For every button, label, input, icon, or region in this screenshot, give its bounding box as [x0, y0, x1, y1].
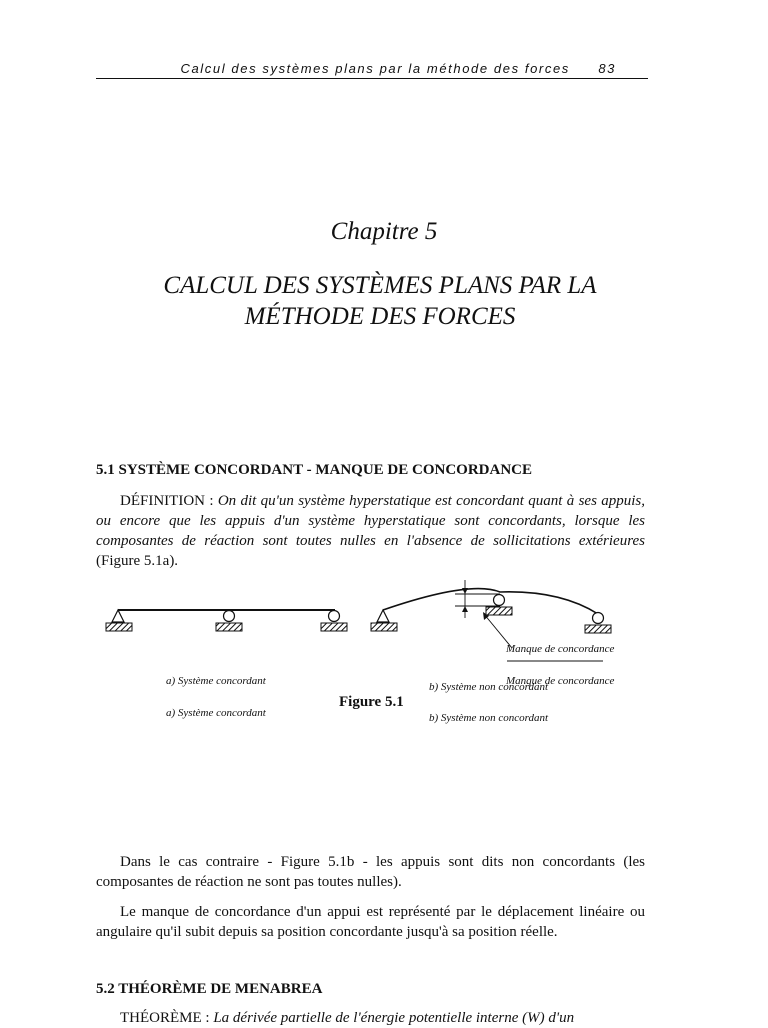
definition-tail: (Figure 5.1a).: [96, 553, 179, 569]
roller-support-icon: [486, 595, 512, 616]
manque-label-1: Manque de concordance: [506, 643, 615, 655]
roller-support-icon: [321, 611, 347, 632]
chapter-title-line1: CALCUL DES SYSTÈMES PLANS PAR LA: [163, 272, 597, 299]
figure-b-label-2: b) Système non concordant: [429, 712, 549, 724]
figure-5-1: [0, 570, 768, 740]
definition-text: On dit qu'un système hyperstatique est concordant quant à ses appuis, ou encore que les appuis d'un système hyperstatique sont concordants, lorsque les composantes de réaction sont toutes nulles en l'absence de sollicitations extérieures: [96, 493, 646, 549]
paragraph-contrary: Dans le cas contraire - Figure 5.1b - les appuis sont dits non concordants (les composantes de réaction ne sont pas toutes nulles).: [96, 854, 645, 890]
pin-support-icon: [106, 610, 132, 631]
manque-label-2: Manque de concordance: [506, 675, 615, 687]
theorem-text: La dérivée partielle de l'énergie potentielle interne (W) d'un: [213, 1010, 575, 1026]
figure-a-label-2: a) Système concordant: [166, 707, 266, 719]
figure-b-label-1: b) Système non concordant: [429, 681, 549, 693]
pin-support-icon: [371, 610, 397, 631]
page-number: 83: [598, 61, 616, 76]
chapter-label: Chapitre 5: [330, 218, 438, 245]
beam-a: [106, 610, 347, 631]
theorem-paragraph: [96, 1008, 645, 1028]
header-rule: [96, 78, 648, 79]
paragraph-manque: Le manque de concordance d'un appui est représenté par le déplacement linéaire ou angulaire qu'il subit depuis sa position concordante jusqu'à sa position réelle.: [96, 904, 645, 940]
theorem-lead: THÉORÈME :: [120, 1010, 214, 1026]
running-title: Calcul des systèmes plans par la méthode des forces: [180, 61, 570, 76]
roller-support-icon: [216, 611, 242, 632]
figure-a-label-1: a) Système concordant: [166, 675, 266, 687]
definition-paragraph: [96, 491, 645, 571]
figure-caption: Figure 5.1: [339, 694, 404, 710]
definition-lead: DÉFINITION :: [120, 493, 218, 509]
running-header: [96, 61, 648, 76]
section-heading-5-2: 5.2 THÉORÈME DE MENABREA: [96, 981, 323, 997]
chapter-title-line2: MÉTHODE DES FORCES: [244, 303, 516, 330]
chapter-title: [96, 270, 664, 332]
roller-support-icon: [585, 613, 611, 634]
section-heading-5-1: 5.1 SYSTÈME CONCORDANT - MANQUE DE CONCORDANCE: [96, 462, 532, 478]
